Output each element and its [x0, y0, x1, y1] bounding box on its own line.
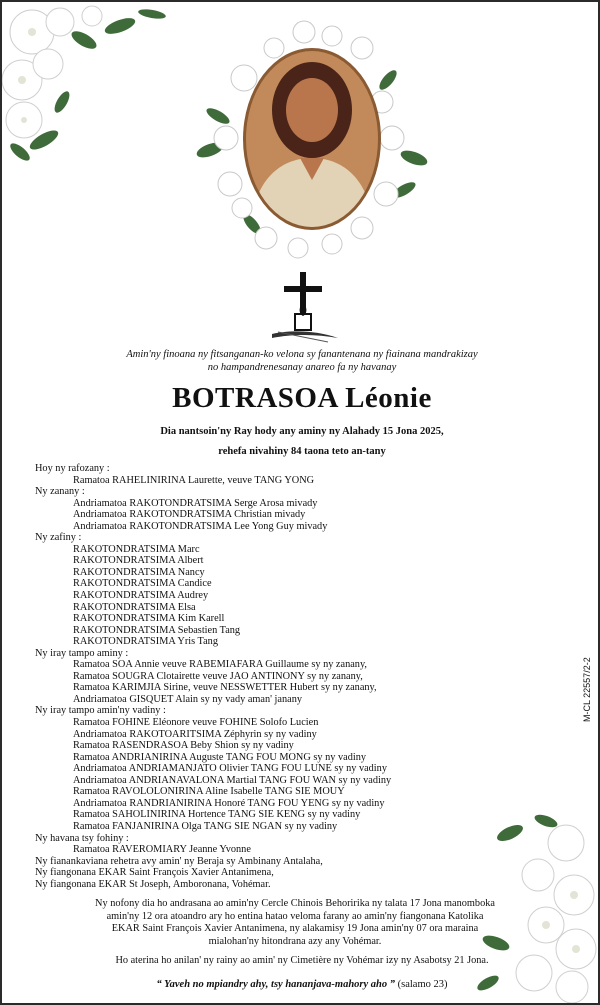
family-group-heading: Ny iray tampo amin'ny vadiny :	[35, 705, 166, 717]
family-member: RAKOTONDRATSIMA Sebastien Tang	[73, 624, 241, 636]
family-group-heading: Ny iray tampo aminy :	[35, 647, 129, 659]
family-member: Andriamatoa RAKOTONDRATSIMA Christian mivady	[73, 509, 306, 521]
family-member: RAKOTONDRATSIMA Yris Tang	[73, 636, 218, 648]
quote-text: “ Yaveh no mpiandry ahy, tsy hananjava-mahory aho ”	[156, 979, 396, 990]
flower-wreath	[182, 18, 442, 268]
family-member: Andriamatoa RAKOTOARITSIMA Zéphyrin sy ny vadiny	[73, 728, 317, 740]
arrangements-line-2: amin'ny 12 ora atoandro ary ho entina hatao veloma farany ao amin'ny fiangonana Katolika	[106, 910, 484, 922]
family-member: Ramatoa SOA Annie veuve RABEMIAFARA Guillaume sy ny zanany,	[73, 659, 367, 671]
family-member: Ramatoa SOUGRA Clotairette veuve JAO ANTINONY sy ny zanany,	[73, 670, 363, 682]
family-member: Ramatoa RAVOLOLONIRINA Aline Isabelle TANG SIE MOUY	[73, 786, 345, 798]
family-member: Andriamatoa ANDRIANAVALONA Martial TANG FOU WAN sy ny vadiny	[73, 774, 392, 786]
family-member: Ramatoa SAHOLINIRINA Hortence TANG SIE KENG sy ny vadiny	[73, 809, 361, 821]
family-group-heading: Ny fiangonana EKAR St Joseph, Amboronana, Vohémar.	[35, 878, 271, 890]
family-member: Andriamatoa RANDRIANIRINA Honoré TANG FOU YENG sy ny vadiny	[73, 797, 385, 809]
family-member: RAKOTONDRATSIMA Albert	[73, 555, 204, 567]
quote-reference: (salamo 23)	[397, 979, 448, 990]
family-group-heading: Hoy ny rafozany :	[35, 463, 110, 474]
flower-decoration-top-left	[2, 2, 192, 182]
family-member: Andriamatoa RAKOTONDRATSIMA Serge Arosa mivady	[73, 497, 318, 509]
family-member: Ramatoa FANJANIRINA Olga TANG SIE NGAN sy ny vadiny	[73, 820, 338, 832]
scripture-quote	[22, 979, 582, 990]
family-member: Ramatoa RASENDRASOA Beby Shion sy ny vadiny	[73, 740, 294, 752]
family-member: RAKOTONDRATSIMA Candice	[73, 578, 212, 590]
family-member: Ramatoa KARIMJIA Sirine, veuve NESSWETTER Hubert sy ny zanany,	[73, 682, 377, 694]
intro-line-1: Amin'ny finoana ny fitsanganan-ko velona sy fanantenana ny fiainana mandrakizay	[126, 349, 478, 360]
family-member: Ramatoa RAVEROMIARY Jeanne Yvonne	[73, 844, 251, 856]
reference-code: M-CL 22557/2-2	[582, 657, 592, 722]
family-list	[35, 463, 535, 890]
family-member: RAKOTONDRATSIMA Elsa	[73, 601, 196, 613]
deceased-name: BOTRASOA Léonie	[172, 382, 432, 414]
family-group-heading: Ny fianankaviana rehetra avy amin' ny Beraja sy Ambinany Antalaha,	[35, 855, 323, 867]
family-member: Ramatoa RAHELINIRINA Laurette, veuve TANG YONG	[73, 474, 315, 486]
family-member: Ramatoa FOHINE Eléonore veuve FOHINE Solofo Lucien	[73, 717, 319, 729]
burial-line: Ho aterina ho anilan' ny rainy ao amin' ny Cimetière ny Vohémar izy ny Asabotsy 21 Jona.	[115, 955, 489, 966]
family-member: Andriamatoa GISQUET Alain sy ny vady aman' janany	[73, 693, 303, 705]
cross-candle-icon	[268, 272, 344, 346]
funeral-arrangements	[30, 898, 560, 948]
family-member: RAKOTONDRATSIMA Audrey	[73, 590, 209, 602]
intro-text	[62, 348, 542, 374]
arrangements-line-1: Ny nofony dia ho andrasana ao amin'ny Cercle Chinois Behoririka ny talata 17 Jona manomboka	[95, 898, 495, 909]
family-member: Andriamatoa RAKOTONDRATSIMA Lee Yong Guy mivady	[73, 520, 328, 532]
family-member: RAKOTONDRATSIMA Marc	[73, 543, 200, 555]
arrangements-line-4: mialohan'ny hitondrana azy any Vohémar.	[208, 935, 382, 947]
death-date-line: Dia nantsoin'ny Ray hody any aminy ny Alahady 15 Jona 2025,	[160, 426, 444, 437]
family-member: Ramatoa ANDRIANIRINA Auguste TANG FOU MONG sy ny vadiny	[73, 751, 367, 763]
arrangements-line-3: EKAR Saint François Xavier Antanimena, ny alakamisy 19 Jona amin'ny 07 ora maraina	[111, 923, 479, 935]
family-member: RAKOTONDRATSIMA Kim Karell	[73, 613, 225, 625]
age-line: rehefa nivahiny 84 taona teto an-tany	[218, 446, 386, 457]
portrait-frame	[182, 18, 442, 268]
family-member: Andriamatoa ANDRIAMANJATO Olivier TANG FOU LUNE sy ny vadiny	[73, 763, 387, 775]
family-group-heading: Ny zafiny :	[35, 532, 82, 544]
family-group-heading: Ny havana tsy fohiny :	[35, 832, 129, 844]
family-group-heading: Ny zanany :	[35, 486, 85, 498]
family-member: RAKOTONDRATSIMA Nancy	[73, 566, 205, 578]
family-group-heading: Ny fiangonana EKAR Saint François Xavier Antanimena,	[35, 867, 274, 879]
intro-line-2: no hampandrenesanay anareo fa ny havanay	[207, 362, 397, 373]
